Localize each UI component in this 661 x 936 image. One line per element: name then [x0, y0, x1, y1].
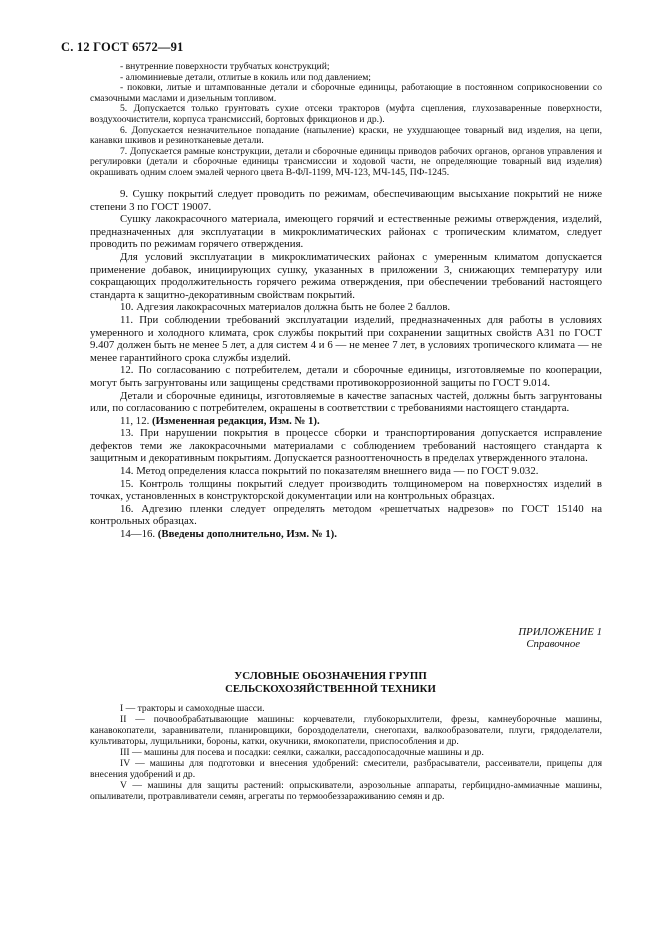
- amendment-text: (Измененная редакция, Изм. № 1).: [152, 414, 320, 427]
- paragraph: 9. Сушку покрытий следует проводить по режимам, обеспечивающим высыхание покрытий не ниже степени 3 по ГОСТ 19007.: [90, 188, 602, 213]
- group-item: II — почвообрабатывающие машины: корчеватели, глубокорыхлители, фрезы, камнеуборочные машины, канавокопатели, заравниватели, планировщики, бороздоделатели, снегопахи, валкообразователи, плуги, грядоделатели, культиваторы, лущильники, бороны, катки, окучники, ямокопатели, приспособления и др.: [90, 714, 602, 747]
- paragraph: 12. По согласованию с потребителем, детали и сборочные единицы, изготовляемые по кооперации, могут быть загрунтованы или защищены средствами противокоррозионной защиты по ГОСТ 9.014.: [90, 364, 602, 389]
- paragraph: 15. Контроль толщины покрытий следует производить толщиномером на поверхностях изделий в точках, установленных в конструкторской документации или на контрольных образцах.: [90, 477, 602, 503]
- title-line: СЕЛЬСКОХОЗЯЙСТВЕННОЙ ТЕХНИКИ: [225, 682, 436, 695]
- page-header: С. 12 ГОСТ 6572—91: [61, 40, 184, 54]
- amendment-number: 14—16.: [120, 528, 156, 541]
- amendment-text: (Введены дополнительно, Изм. № 1).: [157, 528, 337, 541]
- group-item: I — тракторы и самоходные шасси.: [120, 703, 265, 714]
- title-line: УСЛОВНЫЕ ОБОЗНАЧЕНИЯ ГРУПП: [234, 670, 427, 682]
- paragraph: 14. Метод определения класса покрытий по показателям внешнего вида — по ГОСТ 9.032.: [120, 465, 539, 478]
- amendment-note: [90, 415, 602, 428]
- appendix-number: ПРИЛОЖЕНИЕ 1: [518, 626, 602, 638]
- list-item: 6. Допускается незначительное попадание (напыление) краски, не ухудшающее товарный вид изделия, на цепи, канавки шкивов и резинотканевые детали.: [90, 124, 602, 147]
- top-list: [90, 62, 602, 179]
- paragraph: 13. При нарушении покрытия в процессе сборки и транспортирования допускается исправление дефектов теми же лакокрасочными материалами с соблюдением требований настоящего стандарта к защитным и декоративным покрытиям. Допускается разнооттеночность в пределах утвержденного эталона.: [90, 427, 602, 465]
- group-item: III — машины для посева и посадки: сеялки, сажалки, рассадопосадочные машины и др.: [120, 747, 484, 758]
- main-text: [90, 188, 602, 541]
- appendix-type: Справочное: [526, 638, 581, 650]
- appendix-label: [518, 626, 602, 650]
- section-title: [0, 670, 661, 695]
- paragraph: Сушку лакокрасочного материала, имеющего горячий и естественные режимы отверждения, изделий, предназначенных для эксплуатации в микроклиматических районах с тропическим климатом, следует проводить по режимам горячего отверждения.: [90, 213, 602, 251]
- paragraph: Детали и сборочные единицы, изготовляемые в качестве запасных частей, должны быть загрунтованы или, по согласованию с потребителем, окрашены в соответствии с требованиями настоящего стандарта.: [90, 389, 602, 415]
- amendment-note: [90, 528, 602, 541]
- list-item: - алюминиевые детали, отлитые в кокиль или под давлением;: [120, 71, 371, 83]
- paragraph: 16. Адгезию пленки следует определять методом «решетчатых надрезов» по ГОСТ 15140 на контрольных образцах.: [90, 502, 602, 528]
- list-item: 5. Допускается только грунтовать сухие отсеки тракторов (муфта сцепления, глухозаваренные поверхности, воздухоочистители, корпуса трансмиссий, бортовых фрикционов и др.).: [90, 103, 602, 125]
- list-item: - поковки, литые и штампованные детали и сборочные единицы, работающие в постоянном соприкосновении со смазочными маслами и дизельным топливом.: [90, 82, 602, 104]
- groups-list: [90, 703, 602, 802]
- paragraph: 10. Адгезия лакокрасочных материалов должна быть не более 2 баллов.: [120, 301, 451, 314]
- list-item: 7. Допускается рамные конструкции, детали и сборочные единицы приводов рабочих органов, органов управления и регулировки (детали и сборочные единицы трансмиссии и ходовой части, не определяющие товарный вид изделия) окрашивать одним слоем эмалей черного цвета В-ФЛ-1199, МЧ-123, МЧ-145, ПФ-1245.: [90, 145, 602, 178]
- paragraph: 11. При соблюдении требований эксплуатации изделий, предназначенных для работы в условиях умеренного и холодного климата, срок службы покрытий при сохранении защитных свойств А31 по ГОСТ 9.407 должен быть не менее 5 лет, а для систем 4 и 6 — не менее 7 лет, в условиях тропического климата — не менее гарантийного срока службы изделий.: [90, 313, 602, 364]
- paragraph: Для условий эксплуатации в микроклиматических районах с умеренным климатом допускается применение добавок, инициирующих сушку, указанных в приложении 3, снижающих температуру или сокращающих продолжительность горячего режима отверждения, при обеспечении требований настоящего стандарта к защитно-декоративным свойствам покрытий.: [90, 250, 602, 301]
- group-item: IV — машины для подготовки и внесения удобрений: смесители, разбрасыватели, рассеиватели, прицепы для внесения удобрений и др.: [90, 758, 602, 780]
- group-item: V — машины для защиты растений: опрыскиватели, аэрозольные аппараты, гербицидно-аммиачные машины, опыливатели, протравливатели семян, агрегаты по термообеззараживанию семян и др.: [90, 780, 602, 802]
- amendment-number: 11, 12.: [120, 414, 150, 427]
- list-item: - внутренние поверхности трубчатых конструкций;: [120, 61, 330, 72]
